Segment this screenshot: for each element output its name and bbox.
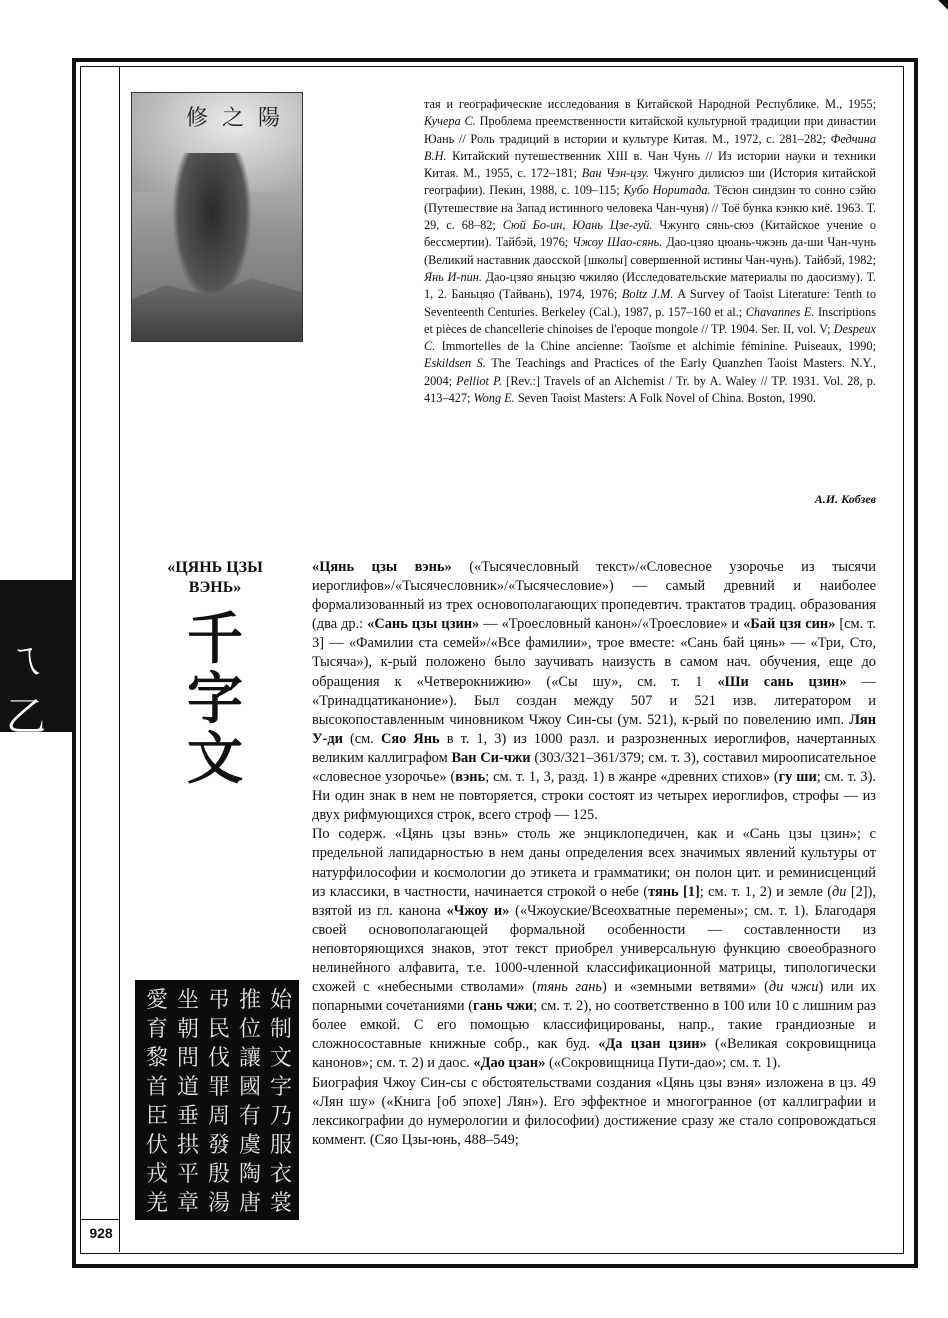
text-run: ; см. т. 2), но соответственно в 100 или 10 с лишним раз более емкой. С его помощью классифицированы, напр., такие грандиозные и сложносоставные книжные собр., как буд. — [312, 998, 876, 1053]
text-run: в т. 1, 3) из 1000 разл. и разрозненных иероглифов, начертанных великим каллиграфом — [312, 730, 876, 766]
calligraphy-column: 始制文字乃服衣裳 — [269, 988, 292, 1216]
italic-term: Янь И-пин. — [424, 269, 482, 284]
text-run: — «Тринадцатиканоние»). Был создан между 507 и 521 изв. литератором и высокопоставленным чиновником Чжоу Син-сы (ум. 521), к-рый по повелению имп. — [312, 673, 876, 728]
italic-term: Кубо Норитада. — [623, 183, 711, 198]
text-run: Чжунго сянь-сюэ (Китайское учение о бессмертии). Тайбэй, 1976; — [424, 218, 876, 250]
text-run: Чжунго дилисюэ ши (История китайской географии). Пекин, 1988, с. 109–115; — [424, 166, 876, 198]
text-run: ) или их попарными сочетаниями ( — [312, 979, 876, 1015]
article-paragraph — [312, 1074, 876, 1150]
calligraphy-column: 弔民伐罪周發殷湯 — [207, 988, 230, 1216]
italic-term: Сюй Бо-ин, Юань Цзе-гуй. — [502, 218, 653, 233]
text-run: (см. — [342, 730, 381, 747]
text-run: («Тысячесловный текст»/«Словесное узорочье из тысячи иероглифов»/«Тысячесловник»/«Тысячесловие») — самый древний и наиболее формализованный из трех основополагающих пропедевтич. трактатов традиц. образования (два др.: — [312, 559, 876, 633]
text-run: (303/321–361/379; см. т. 3), составил мироописательное «словесное узорочье» ( — [312, 749, 876, 786]
bold-term: «Чжоу и» — [446, 902, 510, 919]
italic-term: Chavannes E. — [745, 304, 815, 319]
hanzi-character: 文 — [187, 727, 243, 792]
article-paragraph — [312, 558, 876, 825]
italic-term: Eskildsen S. — [424, 356, 486, 371]
italic-term: Чжоу Шао-сянь. — [572, 235, 663, 250]
italic-term: ди чжи — [768, 979, 819, 996]
bold-term: «Да цзан цзин» — [598, 1036, 707, 1053]
text-run: Китайский путешественник XIII в. Чан Чунь // Из истории науки и техники Китая. М., 1955, с. 172–181; — [424, 148, 876, 181]
text-run: Дао-цзяо цюань-чжэнь да-ши Чан-чунь (Великий наставник даосской [школы] совершенной истины Чан-чунь). Тайбэй, 1982; — [424, 235, 876, 267]
text-run: Immortelles de la Chine ancienne: Taoïsme et alchimie féminine. Puiseaux, 1990; — [435, 339, 876, 354]
bold-term: «Цянь цзы вэнь» — [312, 559, 452, 575]
bold-term: вэнь — [455, 769, 486, 786]
bold-term: Лян У-ди — [312, 711, 876, 747]
page-number: 928 — [89, 1225, 113, 1241]
thumb-index-glyph: ㄟ乙 — [6, 637, 48, 740]
article-hanzi — [170, 607, 260, 792]
text-run: («Сокровищница Пути-дао»; см. т. 1). — [545, 1055, 781, 1072]
bold-term: «Дао цзан» — [473, 1055, 546, 1072]
thumb-index-tab — [0, 580, 76, 740]
text-run: Дао-цзяо яньцзю чжиляо (Исследовательские материалы по даосизму). Т. 1, 2. Баньцяо (Тайвань), 1974, 1976; — [424, 269, 876, 302]
bold-term: гу ши — [778, 769, 817, 786]
text-run: тая и географические исследования в Китайской Народной Республике. М., 1955; — [424, 97, 876, 111]
calligraphy-column: 推位讓國有虞陶唐 — [238, 988, 261, 1216]
text-run: Seven Taoist Masters: A Folk Novel of China. Boston, 1990. — [514, 391, 816, 406]
hanzi-character: 字 — [187, 667, 243, 732]
article-heading: «ЦЯНЬ ЦЗЫ ВЭНЬ» — [167, 559, 263, 596]
italic-term: Ван Чэн-цзу. — [581, 166, 650, 181]
bibliography-block — [424, 96, 876, 407]
text-run: По содерж. «Цянь цзы вэнь» столь же энциклопедичен, как и «Сань цзы цзин»; с предельной лапидарностью в нем даны определения всех значимых явлений культуры от натурфилософии и космологии до этикета и грамматики; он полон цит. и реминисценций из классики, в частности, начинается строкой о небе ( — [312, 826, 876, 900]
text-run: The Teachings and Practices of the Early Quanzhen Taoist Masters. N.Y., 2004; — [424, 356, 876, 388]
text-run: [2]), взятой из гл. канона — [312, 883, 876, 919]
bold-term: гань чжи — [473, 998, 534, 1015]
bold-term: «Сань цзы цзин» — [367, 616, 480, 633]
italic-term: ди — [832, 883, 847, 900]
text-run: — «Троесловный канон»/«Троесловие» и — [479, 616, 744, 633]
text-run: ; см. т. 1, 3, разд. 1) в жанре «древних стихов» ( — [485, 769, 779, 786]
text-run: («Чжоуские/Всеохватные перемены»; см. т. 1). Благодаря своей основополагающей формальной особенности — составленности из неповторяющихся знаков, этот текст приобрел универсальную функцию своеобразного нелинейного алфавита, т.е. 1000-членной классификационной матрицы, типологически схожей с «небесными стволами» ( — [312, 902, 877, 996]
text-run: A Survey of Taoist Literature: Tenth to Seventeenth Centuries. Berkeley (Cal.), 1987, p. 157–160 et al.; — [424, 287, 876, 319]
text-run: ; см. т. 3). Ни один знак в нем не повторяется, строки состоят из четырех иероглифов, строфы — из двух рифмующихся строк, всего строф — 125. — [312, 769, 876, 824]
text-run: ; см. т. 1, 2) и земле ( — [699, 883, 832, 900]
calligraphy-column: 愛育黎首臣伏戎羌 — [145, 988, 168, 1216]
text-run: [Rev.:] Travels of an Alchemist / Tr. by A. Waley // TP. 1931. Vol. 28, p. 413–427; — [424, 373, 876, 406]
painting-inscription: 修之陽 — [185, 106, 294, 131]
calligraphy-column: 坐朝問道垂拱平章 — [176, 988, 199, 1216]
illustration-painting — [131, 92, 303, 342]
text-run: [см. т. 3] — «Фамилии ста семей»/«Все фамилии», трое вместе: «Сань бай цянь» — «Три, Сто, Тысяча»), к-рый положено было заучивать наизусть в самом нач. обучения, еще до обращения к «Четверокнижию» («Сы шу», см. т. 1 — [312, 616, 876, 690]
bold-term: тянь [1] — [648, 883, 700, 900]
italic-term: Pelliot P. — [456, 373, 503, 388]
italic-term: Despeux C. — [424, 321, 876, 354]
italic-term: Кучера С. — [424, 114, 476, 129]
bold-term: «Бай цзя син» — [743, 616, 836, 633]
text-run: («Великая сокровищница канонов»; см. т. 2) и даос. — [312, 1036, 876, 1072]
hanzi-character: 千 — [187, 607, 243, 672]
calligraphy-sample — [135, 980, 299, 1220]
painting-figure — [172, 153, 252, 303]
article-paragraph — [312, 825, 876, 1073]
bold-term: Ван Си-чжи — [451, 749, 531, 766]
italic-term: Федчина В.Н. — [424, 131, 876, 163]
article-body — [312, 558, 876, 1150]
margin-rule — [119, 66, 120, 1252]
text-run: ) и «земными ветвями» ( — [601, 979, 769, 996]
italic-term: Boltz J.M. — [621, 287, 674, 302]
author-signature: А.И. Кобзев — [814, 492, 876, 506]
italic-term: Wong E. — [473, 391, 515, 406]
bold-term: «Ши сань цзин» — [717, 673, 847, 690]
text-run: Inscriptions et pièces de chancellerie chinoises de l'epoque mongole // TP. 1904. Ser. II, vol. V; — [424, 304, 877, 336]
page-number-rule — [80, 1219, 120, 1220]
text-run: Тёсюн синдзин то сонно сэйю (Путешествие на Запад истинного человека Чан-чуня) // Тоё бунка кэнкю киё. 1963. Т. 29, с. 68–82; — [424, 183, 876, 233]
text-run: Биография Чжоу Син-сы с обстоятельствами создания «Цянь цзы вэня» изложена в цз. 49 «Лян шу» («Книга [об эпохе] Лян»). Его эффектное и многогранное (от каллиграфии и лексикографии до нумерологии и философии) достижение сразу же стало сопровождаться коммент. (Сяо Цзы-юнь, 488–549; — [312, 1074, 876, 1148]
corner-mark — [938, 0, 948, 10]
bold-term: Сяо Янь — [380, 730, 440, 747]
text-run: Проблема преемственности китайской культурной традиции при династии Юань // Роль традиций в истории и культуре Китая. М., 1972, с. 281–282; — [424, 114, 876, 146]
italic-term: тянь гань — [536, 979, 602, 996]
